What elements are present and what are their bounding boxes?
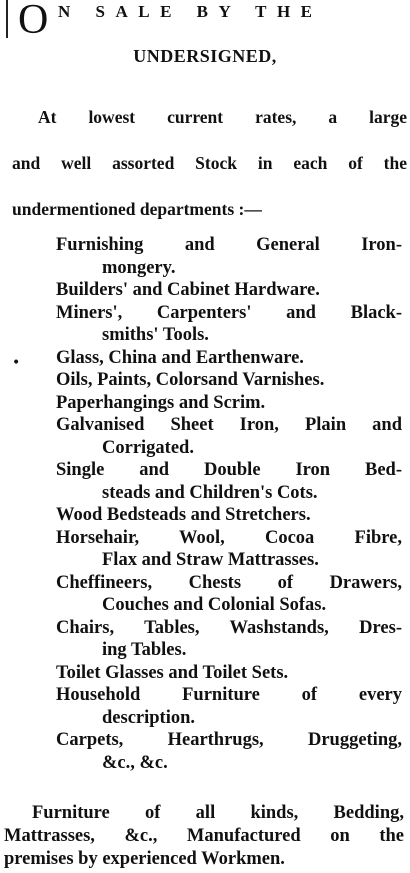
list-item-continuation: Flax and Straw Mattrasses. xyxy=(102,550,319,570)
list-item xyxy=(0,392,410,415)
list-item-line: Carpets, Hearthrugs, Druggeting, xyxy=(56,730,402,750)
list-item-line: Miners', Carpenters' and Black- xyxy=(56,302,402,323)
list-item xyxy=(0,527,410,572)
list-item-line: Builders' and Cabinet Hardware. xyxy=(56,280,320,300)
list-item-continuation: Couches and Colonial Sofas. xyxy=(102,595,327,615)
list-item xyxy=(0,662,410,685)
list-item-continuation: steads and Children's Cots. xyxy=(102,482,318,503)
subheading: UNDERSIGNED, xyxy=(133,46,277,66)
list-item xyxy=(0,504,410,527)
list-item-line: Paperhangings and Scrim. xyxy=(56,392,266,413)
footer-line: Mattrasses, &c., Manufactured on the xyxy=(4,826,404,846)
list-item xyxy=(0,572,410,617)
drop-cap: O xyxy=(18,0,49,43)
list-item-line: Single and Double Iron Bed- xyxy=(56,460,402,480)
column-rule xyxy=(6,0,8,38)
list-item xyxy=(0,617,410,662)
list-item-line: Toilet Glasses and Toilet Sets. xyxy=(56,662,289,683)
intro-line: and well assorted Stock in each of the xyxy=(12,153,407,173)
list-item xyxy=(0,414,410,459)
list-item-line: Galvanised Sheet Iron, Plain and xyxy=(56,415,402,435)
headline xyxy=(14,0,406,44)
list-item xyxy=(0,302,410,347)
list-item-line: Glass, China and Earthenware. xyxy=(56,347,304,368)
footer-line: premises by experienced Workmen. xyxy=(4,849,285,869)
list-item-continuation: ing Tables. xyxy=(102,640,187,660)
list-item-continuation: &c., &c. xyxy=(102,752,168,773)
bullet-mark: • xyxy=(12,355,21,371)
list-item-continuation: Corrigated. xyxy=(102,437,194,458)
intro-line: At lowest current rates, a large xyxy=(38,107,407,127)
footer-line: Furniture of all kinds, Bedding, xyxy=(32,803,404,823)
list-item-line: Wood Bedsteads and Stretchers. xyxy=(56,505,311,525)
list-item xyxy=(0,459,410,504)
department-list xyxy=(0,234,410,774)
list-item-line: Chairs, Tables, Washstands, Dres- xyxy=(56,617,402,638)
list-item-continuation: smiths' Tools. xyxy=(102,325,209,345)
list-item-line: Cheffineers, Chests of Drawers, xyxy=(56,572,402,593)
list-item xyxy=(0,729,410,774)
list-item xyxy=(0,347,410,370)
headline-text: N SALE BY THE xyxy=(58,2,323,21)
list-item-line: Horsehair, Wool, Cocoa Fibre, xyxy=(56,527,402,548)
list-item xyxy=(0,279,410,302)
intro-paragraph xyxy=(12,94,407,232)
footer-paragraph xyxy=(4,802,404,871)
list-item-continuation: mongery. xyxy=(102,257,176,278)
list-item xyxy=(0,684,410,729)
list-item-line: Household Furniture of every xyxy=(56,685,402,705)
intro-line: undermentioned departments :— xyxy=(12,199,262,219)
list-item-line: Furnishing and General Iron- xyxy=(56,235,402,255)
list-item xyxy=(0,234,410,279)
list-item-continuation: description. xyxy=(102,707,196,728)
list-item-line: Oils, Paints, Colorsand Varnishes. xyxy=(56,370,325,390)
list-item xyxy=(0,369,410,392)
